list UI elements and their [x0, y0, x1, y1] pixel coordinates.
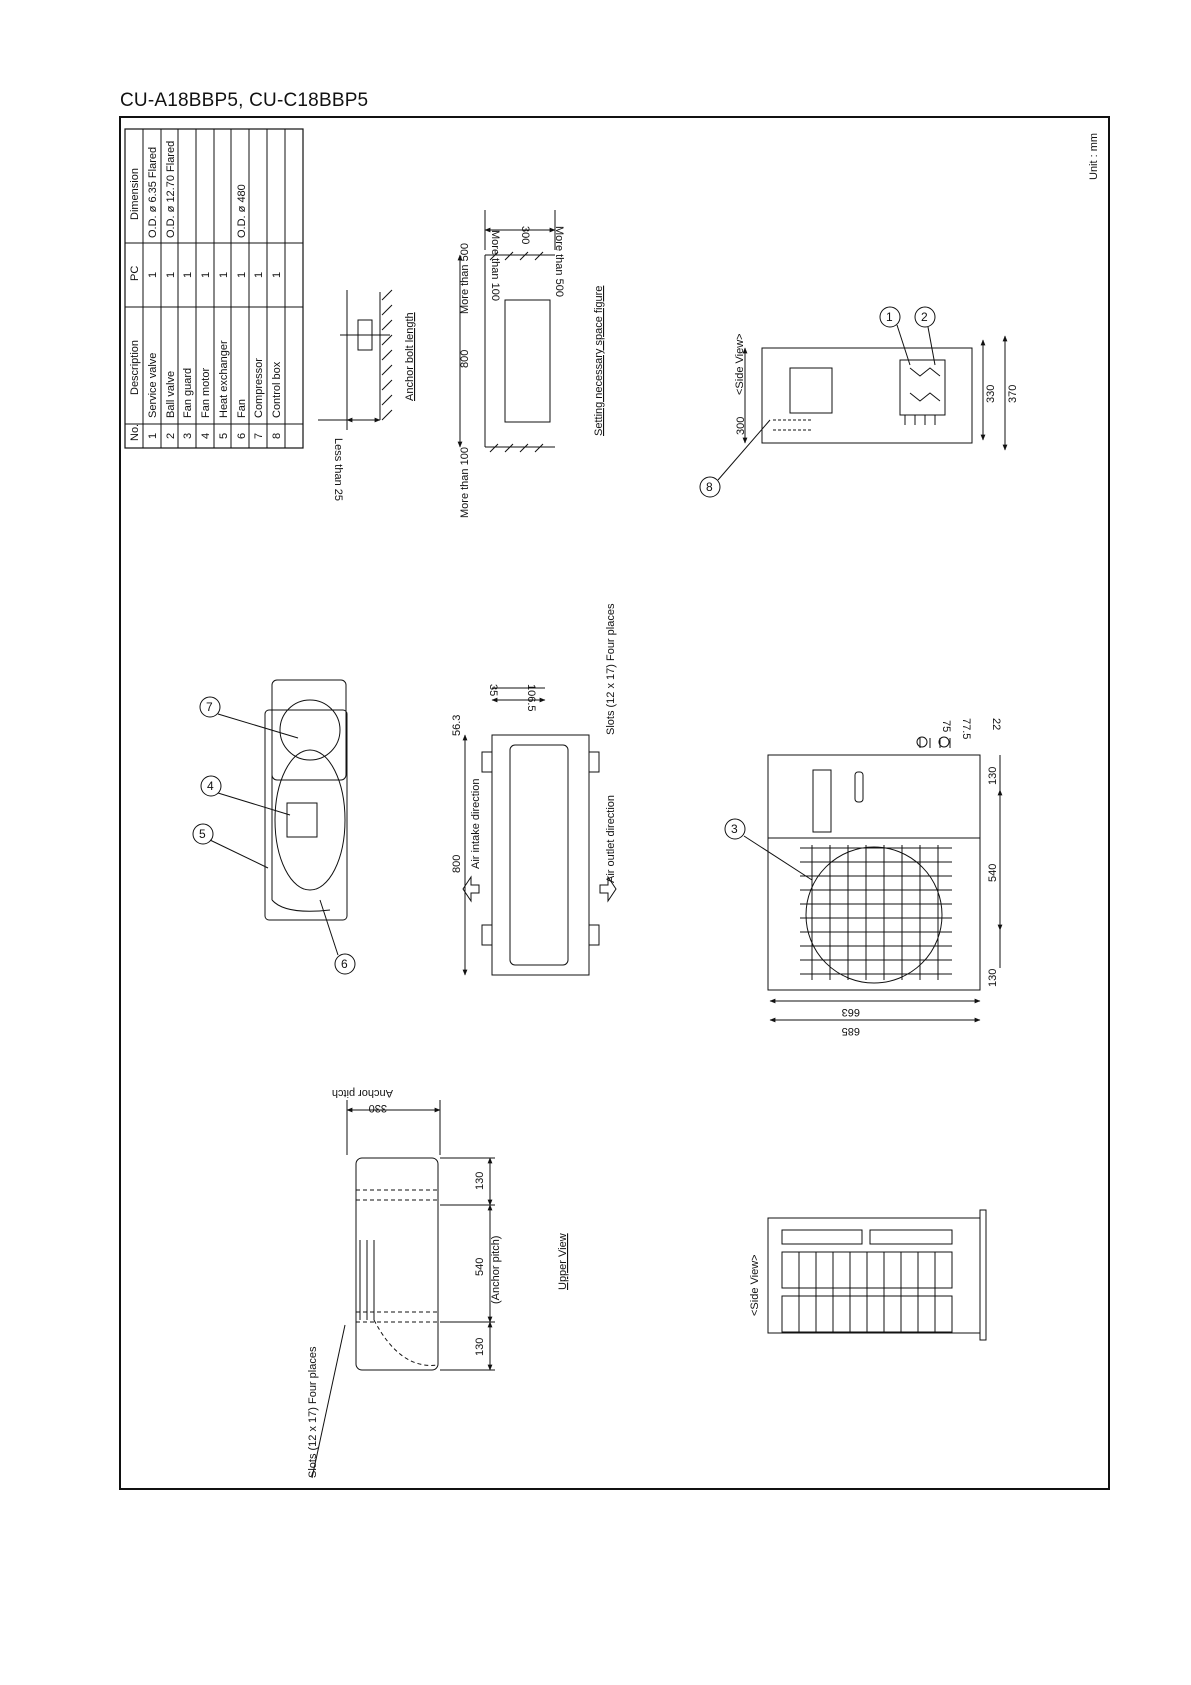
- row-pc: 1: [200, 271, 212, 278]
- header-description: Description: [129, 339, 141, 395]
- upper-dim-130-b: 130: [474, 1337, 486, 1356]
- callout-6: [320, 900, 355, 974]
- row-no: 6: [236, 432, 248, 439]
- row-no: 3: [182, 432, 194, 439]
- row-description: Heat exchanger: [218, 340, 230, 418]
- space-more-than-500-a: More than 500: [553, 226, 565, 297]
- row-no: 2: [165, 432, 177, 439]
- callout-5: [193, 824, 268, 868]
- upper-view: [312, 1100, 495, 1478]
- grille-cells: [782, 1230, 952, 1332]
- unit-text: Unit : mm: [1088, 132, 1100, 180]
- front-dim-22: 22: [990, 718, 1002, 731]
- row-description: Fan: [236, 399, 248, 418]
- side-view-right-dim-330: 330: [985, 384, 997, 403]
- callout-6-text: 6: [341, 957, 348, 971]
- upper-dim-130-a: 130: [474, 1171, 486, 1190]
- callout-2: [915, 307, 935, 365]
- anchor-bolt-detail: [318, 290, 392, 430]
- row-description: Fan guard: [182, 367, 194, 418]
- front-dim-77-5: 77.5: [960, 718, 972, 740]
- space-more-than-100-a: More than 100: [489, 230, 501, 301]
- front-dim-685: 685: [841, 1025, 860, 1037]
- front-dim-130-b: 130: [987, 968, 999, 987]
- space-figure: [460, 210, 555, 452]
- upper-anchor-pitch-paren: (Anchor pitch): [490, 1235, 502, 1304]
- unit-label: [1088, 133, 1100, 180]
- front-dim-130-a: 130: [987, 766, 999, 785]
- row-no: 8: [271, 432, 283, 439]
- row-description: Control box: [271, 361, 283, 418]
- row-pc: 1: [253, 271, 265, 278]
- upper-anchor-pitch: Anchor pitch: [331, 1087, 393, 1099]
- row-description: Service valve: [147, 352, 159, 418]
- side-view-right-dim-300: 300: [735, 416, 747, 435]
- front-dim-663: 663: [841, 1006, 860, 1018]
- callout-2-text: 2: [921, 310, 928, 324]
- side-view-right-label: <Side View>: [734, 333, 746, 395]
- bottom-slots-label: Slots (12 x 17) Four places: [605, 603, 617, 735]
- row-description: Fan motor: [200, 367, 212, 418]
- bottom-dim-35: 35: [487, 684, 499, 697]
- space-dim-300: 300: [519, 226, 531, 245]
- bottom-dim-56-3: 56.3: [451, 714, 463, 736]
- row-pc: 1: [165, 271, 177, 278]
- side-view-right-dim-370: 370: [1007, 384, 1019, 403]
- side-view-right: [745, 336, 1005, 450]
- row-no: 5: [218, 432, 230, 439]
- side-view-left: [768, 1210, 986, 1340]
- row-pc: 1: [147, 271, 159, 278]
- upper-slots-label: Slots (12 x 17) Four places: [307, 1346, 319, 1478]
- air-intake-label: Air intake direction: [470, 778, 482, 869]
- bottom-dim-106-5: 106.5: [525, 684, 537, 712]
- callout-3-text: 3: [731, 822, 738, 836]
- row-pc: 1: [271, 271, 283, 278]
- internal-view: [265, 680, 347, 920]
- row-pc: 1: [236, 271, 248, 278]
- callout-1: [880, 307, 910, 365]
- bottom-dim-800: 800: [451, 854, 463, 873]
- bottom-view: [463, 688, 616, 975]
- callout-8-text: 8: [706, 480, 713, 494]
- space-dim-800: 800: [459, 349, 471, 368]
- row-no: 1: [147, 432, 159, 439]
- space-more-than-100-b: More than 100: [459, 447, 471, 518]
- front-view: [768, 737, 1000, 1020]
- header-pc: PC: [129, 265, 141, 281]
- anchor-less-than: Less than 25: [332, 438, 344, 501]
- callout-1-text: 1: [886, 310, 893, 324]
- header-dimension: Dimension: [129, 168, 141, 220]
- row-description: Ball valve: [165, 370, 177, 418]
- upper-view-label: Upper View: [557, 1233, 569, 1290]
- callout-7-text: 7: [206, 700, 213, 714]
- upper-dim-540: 540: [474, 1257, 486, 1276]
- anchor-bolt-label: Anchor bolt length: [404, 312, 416, 401]
- front-dim-540: 540: [987, 863, 999, 882]
- callout-5-text: 5: [199, 827, 206, 841]
- side-view-left-label: <Side View>: [749, 1254, 761, 1316]
- row-dimension: O.D. ø 12.70 Flared: [165, 140, 177, 238]
- front-dim-75: 75: [940, 720, 952, 733]
- row-pc: 1: [218, 271, 230, 278]
- header-no: No.: [129, 423, 141, 441]
- row-description: Compressor: [253, 358, 265, 418]
- row-pc: 1: [182, 271, 194, 278]
- row-no: 4: [200, 432, 212, 439]
- upper-dim-330: 330: [368, 1102, 387, 1114]
- row-dimension: O.D. ø 480: [236, 184, 248, 238]
- callout-4-text: 4: [207, 779, 214, 793]
- air-outlet-label: Air outlet direction: [605, 794, 617, 883]
- page-title: CU-A18BBP5, CU-C18BBP5: [120, 90, 369, 111]
- parts-table-text: [129, 141, 283, 441]
- row-no: 7: [253, 432, 265, 439]
- space-more-than-500-b: More than 500: [459, 243, 471, 314]
- space-figure-label: Setting necessary space figure: [593, 285, 605, 436]
- callout-7: [200, 697, 298, 738]
- row-dimension: O.D. ø 6.35 Flared: [147, 146, 159, 238]
